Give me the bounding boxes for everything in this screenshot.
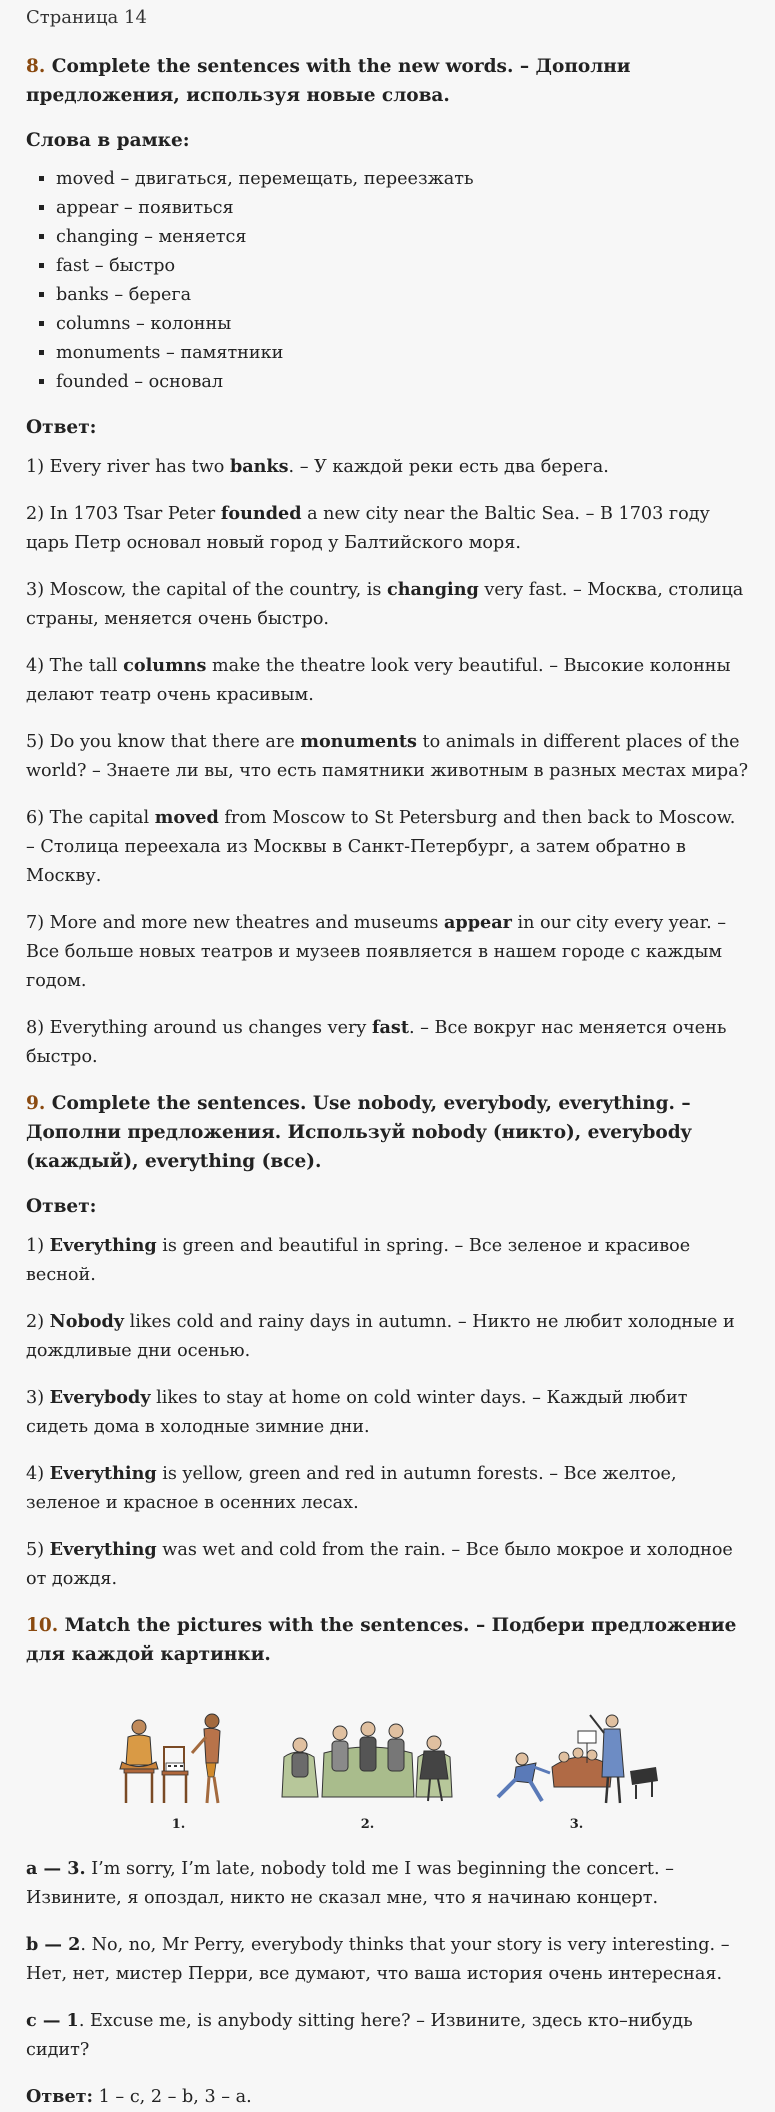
task-8-title: Complete the sentences with the new words. – Дополни предложения, используя новые слова. (26, 56, 631, 106)
word-list (26, 165, 749, 397)
people-on-sofa-illustration (278, 1707, 458, 1807)
word-box-label: Слова в рамке: (26, 130, 190, 151)
answer-word: Nobody (49, 1311, 125, 1332)
chess-players-illustration (114, 1707, 244, 1807)
answer-sentence: 3) Moscow, the capital of the country, is changing very fast. – Москва, столица страны, меняется очень быстро. (26, 579, 744, 629)
answer-sentence: 6) The capital moved from Moscow to St Petersburg and then back to Moscow. – Столица переехала из Москвы в Санкт-Петербург, а затем обратно в Москву. (26, 807, 736, 886)
answer-word: fast (371, 1017, 409, 1038)
answer-word: changing (387, 579, 479, 600)
answer-word: columns (123, 655, 207, 676)
task-9-answer-label: Ответ: (26, 1196, 97, 1217)
final-answer-label: Ответ: (26, 2086, 94, 2107)
answer-sentence: 2) In 1703 Tsar Peter founded a new city near the Baltic Sea. – В 1703 году царь Петр основал новый город у Балтийского моря. (26, 503, 710, 553)
answer-word: Everything (49, 1235, 157, 1256)
list-item: ▪ columns – колонны (56, 310, 749, 339)
answer-sentence: 5) Everything was wet and cold from the rain. – Все было мокрое и холодное от дождя. (26, 1539, 733, 1589)
list-item: ▪ changing – меняется (56, 223, 749, 252)
answer-sentence: 1) Everything is green and beautiful in spring. – Все зеленое и красивое весной. (26, 1235, 691, 1285)
match-sentence: a — 3. I’m sorry, I’m late, nobody told me I was beginning the concert. – Извините, я опоздал, никто не сказал мне, что я начинаю концерт. (26, 1858, 674, 1908)
answer-sentence: 4) The tall columns make the theatre look very beautiful. – Высокие колонны делают театр очень красивым. (26, 655, 731, 705)
match-sentence: b — 2. No, no, Mr Perry, everybody thinks that your story is very interesting. – Нет, нет, мистер Перри, все думают, что ваша история очень интересная. (26, 1934, 730, 1984)
answer-word: banks (229, 456, 289, 477)
list-item: ▪ monuments – памятники (56, 339, 749, 368)
answer-word: Everything (49, 1539, 157, 1560)
list-item: ▪ moved – двигаться, перемещать, переезжать (56, 165, 749, 194)
answer-word: appear (444, 912, 512, 933)
task-9-title: Complete the sentences. Use nobody, everybody, everything. – Дополни предложения. Используй nobody (никто), everybody (каждый), everything (все). (26, 1093, 692, 1172)
picture-3 (492, 1707, 662, 1832)
task-10-title: Match the pictures with the sentences. – Подбери предложение для каждой картинки. (26, 1615, 737, 1665)
answer-sentence: 8) Everything around us changes very fast. – Все вокруг нас меняется очень быстро. (26, 1017, 727, 1067)
list-item: ▪ appear – появиться (56, 194, 749, 223)
match-key: c — 1 (26, 2010, 79, 2031)
match-key: a — 3. (26, 1858, 86, 1879)
list-item: ▪ fast – быстро (56, 252, 749, 281)
answer-sentence: 1) Every river has two banks. – У каждой реки есть два берега. (26, 456, 609, 477)
task-8-number: 8. (26, 56, 46, 77)
concert-illustration (492, 1707, 662, 1807)
final-answer-text: 1 – c, 2 – b, 3 – a. (93, 2087, 252, 2107)
task-10-number: 10. (26, 1615, 59, 1636)
task-10-heading (26, 1611, 749, 1669)
list-item: ▪ founded – основал (56, 368, 749, 397)
illustrations (26, 1707, 749, 1832)
answer-sentence: 4) Everything is yellow, green and red in autumn forests. – Все желтое, зеленое и красное в осенних лесах. (26, 1463, 677, 1513)
answer-word: monuments (300, 731, 417, 752)
task-8-heading (26, 52, 749, 110)
picture-3-caption: 3. (569, 1817, 584, 1832)
answer-word: founded (220, 503, 302, 524)
list-item: ▪ banks – берега (56, 281, 749, 310)
task-9-number: 9. (26, 1093, 46, 1114)
answer-sentence: 5) Do you know that there are monuments to animals in different places of the world? – Знаете ли вы, что есть памятники животным в разных местах мира? (26, 731, 749, 781)
picture-1-caption: 1. (171, 1817, 186, 1832)
task-8-answer-label: Ответ: (26, 417, 97, 438)
task-9-heading (26, 1089, 749, 1176)
page-label: Страница 14 (26, 7, 147, 28)
match-key: b — 2 (26, 1934, 81, 1955)
answer-word: Everybody (49, 1387, 151, 1408)
answer-sentence: 7) More and more new theatres and museums appear in our city every year. – Все больше новых театров и музеев появляется в нашем городе с каждым годом. (26, 912, 727, 991)
answer-sentence: 2) Nobody likes cold and rainy days in autumn. – Никто не любит холодные и дождливые дни осенью. (26, 1311, 735, 1361)
answer-word: Everything (49, 1463, 157, 1484)
picture-2 (278, 1707, 458, 1832)
final-answer (26, 2082, 749, 2112)
picture-1 (114, 1707, 244, 1832)
picture-2-caption: 2. (360, 1817, 375, 1832)
answer-word: moved (154, 807, 219, 828)
match-sentence: c — 1. Excuse me, is anybody sitting here? – Извините, здесь кто–нибудь сидит? (26, 2010, 693, 2060)
answer-sentence: 3) Everybody likes to stay at home on cold winter days. – Каждый любит сидеть дома в холодные зимние дни. (26, 1387, 688, 1437)
